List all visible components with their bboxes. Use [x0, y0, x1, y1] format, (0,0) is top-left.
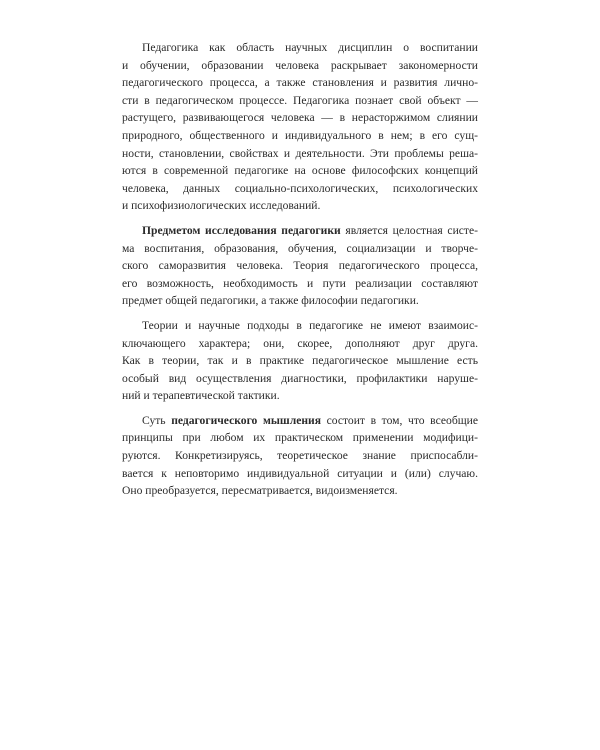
text-line	[122, 145, 478, 163]
text-run: ма воспитания, образования, обучения, социализации и творче-	[122, 241, 478, 255]
text-line	[122, 180, 478, 198]
text-line	[122, 429, 478, 447]
text-line	[122, 127, 478, 145]
text-run: растущего, развивающегося человека — в нерасторжимом слиянии	[122, 111, 478, 125]
text-line	[122, 370, 478, 388]
text-run: ний и терапевтической тактики.	[122, 389, 280, 403]
text-run: и психофизиологических исследований.	[122, 199, 321, 213]
paragraph-1	[122, 39, 478, 215]
text-run: Педагогика как область научных дисциплин о воспитании	[142, 41, 478, 54]
paragraph-2	[122, 222, 478, 310]
text-run: природного, общественного и индивидуального в нем; в его сущ-	[122, 128, 478, 142]
text-line	[122, 335, 478, 353]
text-line	[122, 447, 478, 465]
text-run: ности, становлении, свойствах и деятельности. Эти проблемы реша-	[122, 146, 478, 160]
text-line	[122, 387, 478, 405]
text-line	[122, 275, 478, 293]
text-run: человека, данных социально-психологических, психологических	[122, 181, 478, 195]
text-run: принципы при любом их практическом применении модифици-	[122, 431, 478, 445]
text-run: ского саморазвития человека. Теория педагогического процесса,	[122, 259, 478, 273]
text-line	[122, 317, 478, 335]
text-run: сти в педагогическом процессе. Педагогика познает свой объект —	[122, 93, 478, 107]
text-line	[122, 109, 478, 127]
text-run: предмет общей педагогики, а также философии педагогики.	[122, 294, 419, 308]
text-line	[122, 222, 478, 240]
text-run: его возможность, необходимость и пути реализации составляют	[122, 276, 478, 290]
text-run: ключающего характера; они, скорее, дополняют друг друга.	[122, 336, 478, 350]
text-line	[122, 292, 478, 310]
text-line	[122, 465, 478, 483]
text-run: Как в теории, так и в практике педагогическое мышление есть	[122, 354, 478, 368]
text-line	[122, 92, 478, 110]
text-run: руются. Конкретизируясь, теоретическое знание приспосабли-	[122, 449, 478, 463]
text-line	[122, 412, 478, 430]
text-run: вается к неповторимо индивидуальной ситуации и (или) случаю.	[122, 466, 478, 480]
text-line	[122, 240, 478, 258]
body-text	[122, 39, 478, 507]
text-line	[122, 257, 478, 275]
text-line	[122, 352, 478, 370]
text-run: и обучении, образовании человека раскрывает закономерности	[122, 58, 478, 72]
text-line	[122, 74, 478, 92]
text-line	[122, 482, 478, 500]
text-run: педагогического процесса, а также становления и развития лично-	[122, 76, 478, 90]
text-run: Теории и научные подходы в педагогике не имеют взаимоис-	[142, 318, 478, 332]
text-run: является целостная систе-	[340, 223, 478, 237]
text-line	[122, 162, 478, 180]
paragraph-3	[122, 317, 478, 405]
text-run: состоит в том, что всеобщие	[320, 413, 478, 427]
bold-term: Предметом исследования педагогики	[142, 223, 341, 237]
bold-term: педагогического мышления	[171, 413, 321, 427]
paragraph-4	[122, 412, 478, 500]
text-line	[122, 197, 478, 215]
text-run: особый вид осуществления диагностики, профилактики наруше-	[122, 371, 478, 385]
text-run: ются в современной педагогике на основе философских концепций	[122, 164, 478, 178]
text-run: Оно преобразуется, пересматривается, видоизменяется.	[122, 484, 398, 498]
text-line	[122, 57, 478, 75]
text-run: Суть	[142, 413, 172, 427]
text-line	[122, 39, 478, 57]
